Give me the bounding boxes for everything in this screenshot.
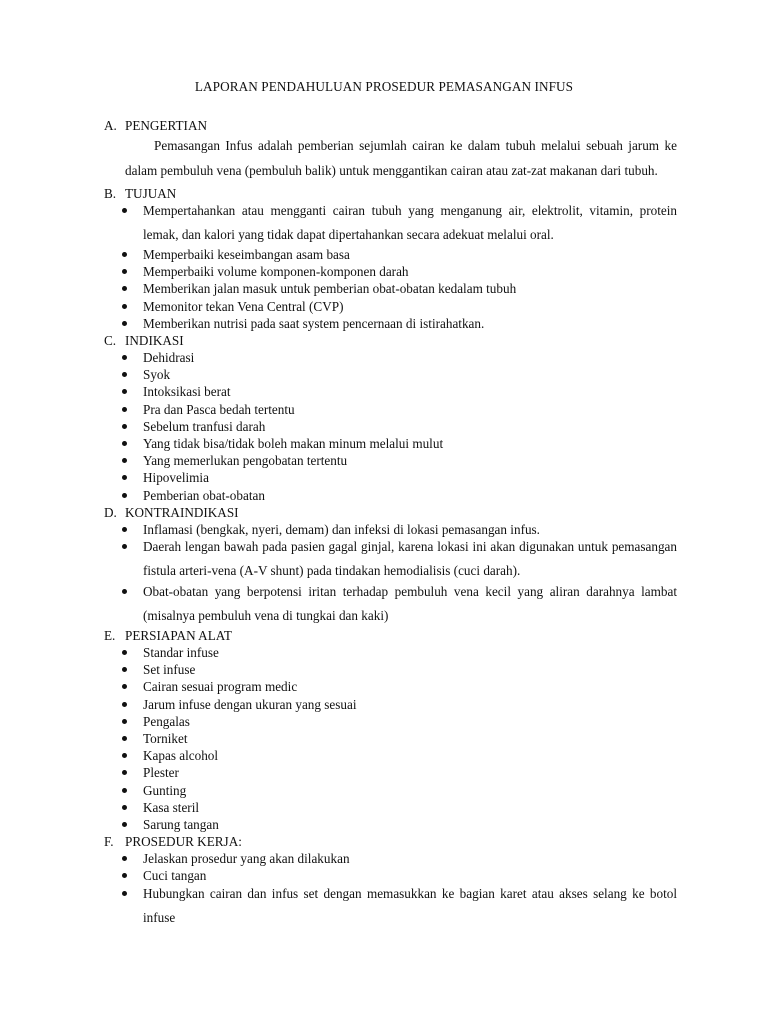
section-heading	[104, 504, 677, 521]
section-heading	[104, 117, 677, 134]
list-item: Kasa steril	[104, 799, 677, 816]
section-indikasi	[104, 332, 677, 504]
bullet-icon	[122, 389, 127, 394]
section-prosedur-kerja	[104, 833, 677, 929]
section-title: PENGERTIAN	[125, 118, 207, 133]
section-letter: C.	[104, 333, 117, 349]
bullet-icon	[122, 252, 127, 257]
bullet-list	[104, 199, 677, 332]
bullet-list	[104, 521, 677, 628]
document-title: LAPORAN PENDAHULUAN PROSEDUR PEMASANGAN INFUS	[194, 79, 574, 94]
bullet-icon	[122, 650, 127, 655]
bullet-icon	[122, 493, 127, 498]
section-letter: A.	[104, 118, 117, 133]
bullet-icon	[122, 667, 127, 672]
list-item: Hubungkan cairan dan infus set dengan memasukkan ke bagian karet atau akses selang ke botol infuse	[104, 882, 677, 930]
bullet-icon	[122, 822, 127, 827]
bullet-icon	[122, 475, 127, 480]
section-kontraindikasi	[104, 504, 677, 628]
list-item: Cuci tangan	[104, 867, 677, 884]
list-item: Memberikan jalan masuk untuk pemberian obat-obatan kedalam tubuh	[104, 280, 677, 297]
list-item: Gunting	[104, 782, 677, 799]
bullet-icon	[122, 719, 127, 724]
list-item: Intoksikasi berat	[104, 383, 677, 400]
section-title: KONTRAINDIKASI	[125, 504, 239, 520]
list-item: Obat-obatan yang berpotensi iritan terhadap pembuluh vena kecil yang aliran darahnya lambat (misalnya pembuluh vena di tungkai dan kaki)	[104, 580, 677, 628]
section-letter: B.	[104, 186, 117, 201]
list-item: Inflamasi (bengkak, nyeri, demam) dan infeksi di lokasi pemasangan infus.	[104, 521, 677, 538]
bullet-icon	[122, 805, 127, 810]
bullet-icon	[122, 321, 127, 326]
list-item: Memberikan nutrisi pada saat system pencernaan di istirahatkan.	[104, 315, 677, 332]
list-item: Mempertahankan atau mengganti cairan tubuh yang menganung air, elektrolit, vitamin, protein lemak, dan kalori yang tidak dapat dipertahankan secara adekuat melalui oral.	[104, 199, 677, 247]
bullet-icon	[122, 304, 127, 309]
bullet-list	[104, 349, 677, 504]
bullet-icon	[122, 891, 127, 896]
section-heading	[104, 833, 677, 850]
bullet-icon	[122, 589, 127, 594]
list-item: Kapas alcohol	[104, 747, 677, 764]
bullet-icon	[122, 424, 127, 429]
bullet-icon	[122, 372, 127, 377]
bullet-icon	[122, 702, 127, 707]
list-item: Memperbaiki keseimbangan asam basa	[104, 246, 677, 263]
list-item: Set infuse	[104, 661, 677, 678]
section-title: PROSEDUR KERJA:	[125, 834, 242, 850]
list-item: Sarung tangan	[104, 816, 677, 833]
list-item: Standar infuse	[104, 644, 677, 661]
bullet-icon	[122, 544, 127, 549]
document-body	[104, 117, 677, 929]
bullet-list	[104, 644, 677, 833]
section-heading	[104, 332, 677, 349]
bullet-icon	[122, 355, 127, 360]
bullet-icon	[122, 527, 127, 532]
list-item: Torniket	[104, 730, 677, 747]
list-item: Memperbaiki volume komponen-komponen darah	[104, 263, 677, 280]
list-item: Yang memerlukan pengobatan tertentu	[104, 452, 677, 469]
list-item: Memonitor tekan Vena Central (CVP)	[104, 298, 677, 315]
section-tujuan	[104, 185, 677, 332]
bullet-icon	[122, 208, 127, 213]
list-item: Jelaskan prosedur yang akan dilakukan	[104, 850, 677, 867]
list-item: Dehidrasi	[104, 349, 677, 366]
list-item: Pengalas	[104, 713, 677, 730]
bullet-icon	[122, 458, 127, 463]
section-persiapan-alat	[104, 627, 677, 833]
list-item: Hipovelimia	[104, 469, 677, 486]
bullet-list	[104, 850, 677, 929]
section-pengertian	[104, 117, 677, 183]
section-paragraph: Pemasangan Infus adalah pemberian sejumlah cairan ke dalam tubuh melalui sebuah jarum ke dalam pembuluh vena (pembuluh balik) untuk menggantikan cairan atau zat-zat makanan dari tubuh.	[125, 138, 677, 178]
list-item: Sebelum tranfusi darah	[104, 418, 677, 435]
bullet-icon	[122, 269, 127, 274]
bullet-icon	[122, 873, 127, 878]
section-letter: E.	[104, 628, 116, 644]
list-item: Pra dan Pasca bedah tertentu	[104, 401, 677, 418]
bullet-icon	[122, 753, 127, 758]
list-item: Syok	[104, 366, 677, 383]
bullet-icon	[122, 788, 127, 793]
section-title: INDIKASI	[125, 333, 184, 349]
bullet-icon	[122, 441, 127, 446]
section-letter: D.	[104, 504, 117, 520]
bullet-icon	[122, 770, 127, 775]
list-item: Jarum infuse dengan ukuran yang sesuai	[104, 696, 677, 713]
bullet-icon	[122, 736, 127, 741]
list-item: Pemberian obat-obatan	[104, 487, 677, 504]
list-item: Daerah lengan bawah pada pasien gagal ginjal, karena lokasi ini akan digunakan untuk pemasangan fistula arteri-vena (A-V shunt) pada tindakan hemodialisis (cuci darah).	[104, 535, 677, 583]
bullet-icon	[122, 856, 127, 861]
list-item: Cairan sesuai program medic	[104, 678, 677, 695]
section-heading	[104, 627, 677, 644]
list-item: Plester	[104, 764, 677, 781]
bullet-icon	[122, 407, 127, 412]
bullet-icon	[122, 286, 127, 291]
section-letter: F.	[104, 834, 114, 850]
section-title: TUJUAN	[125, 186, 177, 201]
section-title: PERSIAPAN ALAT	[125, 628, 232, 644]
list-item: Yang tidak bisa/tidak boleh makan minum melalui mulut	[104, 435, 677, 452]
bullet-icon	[122, 684, 127, 689]
